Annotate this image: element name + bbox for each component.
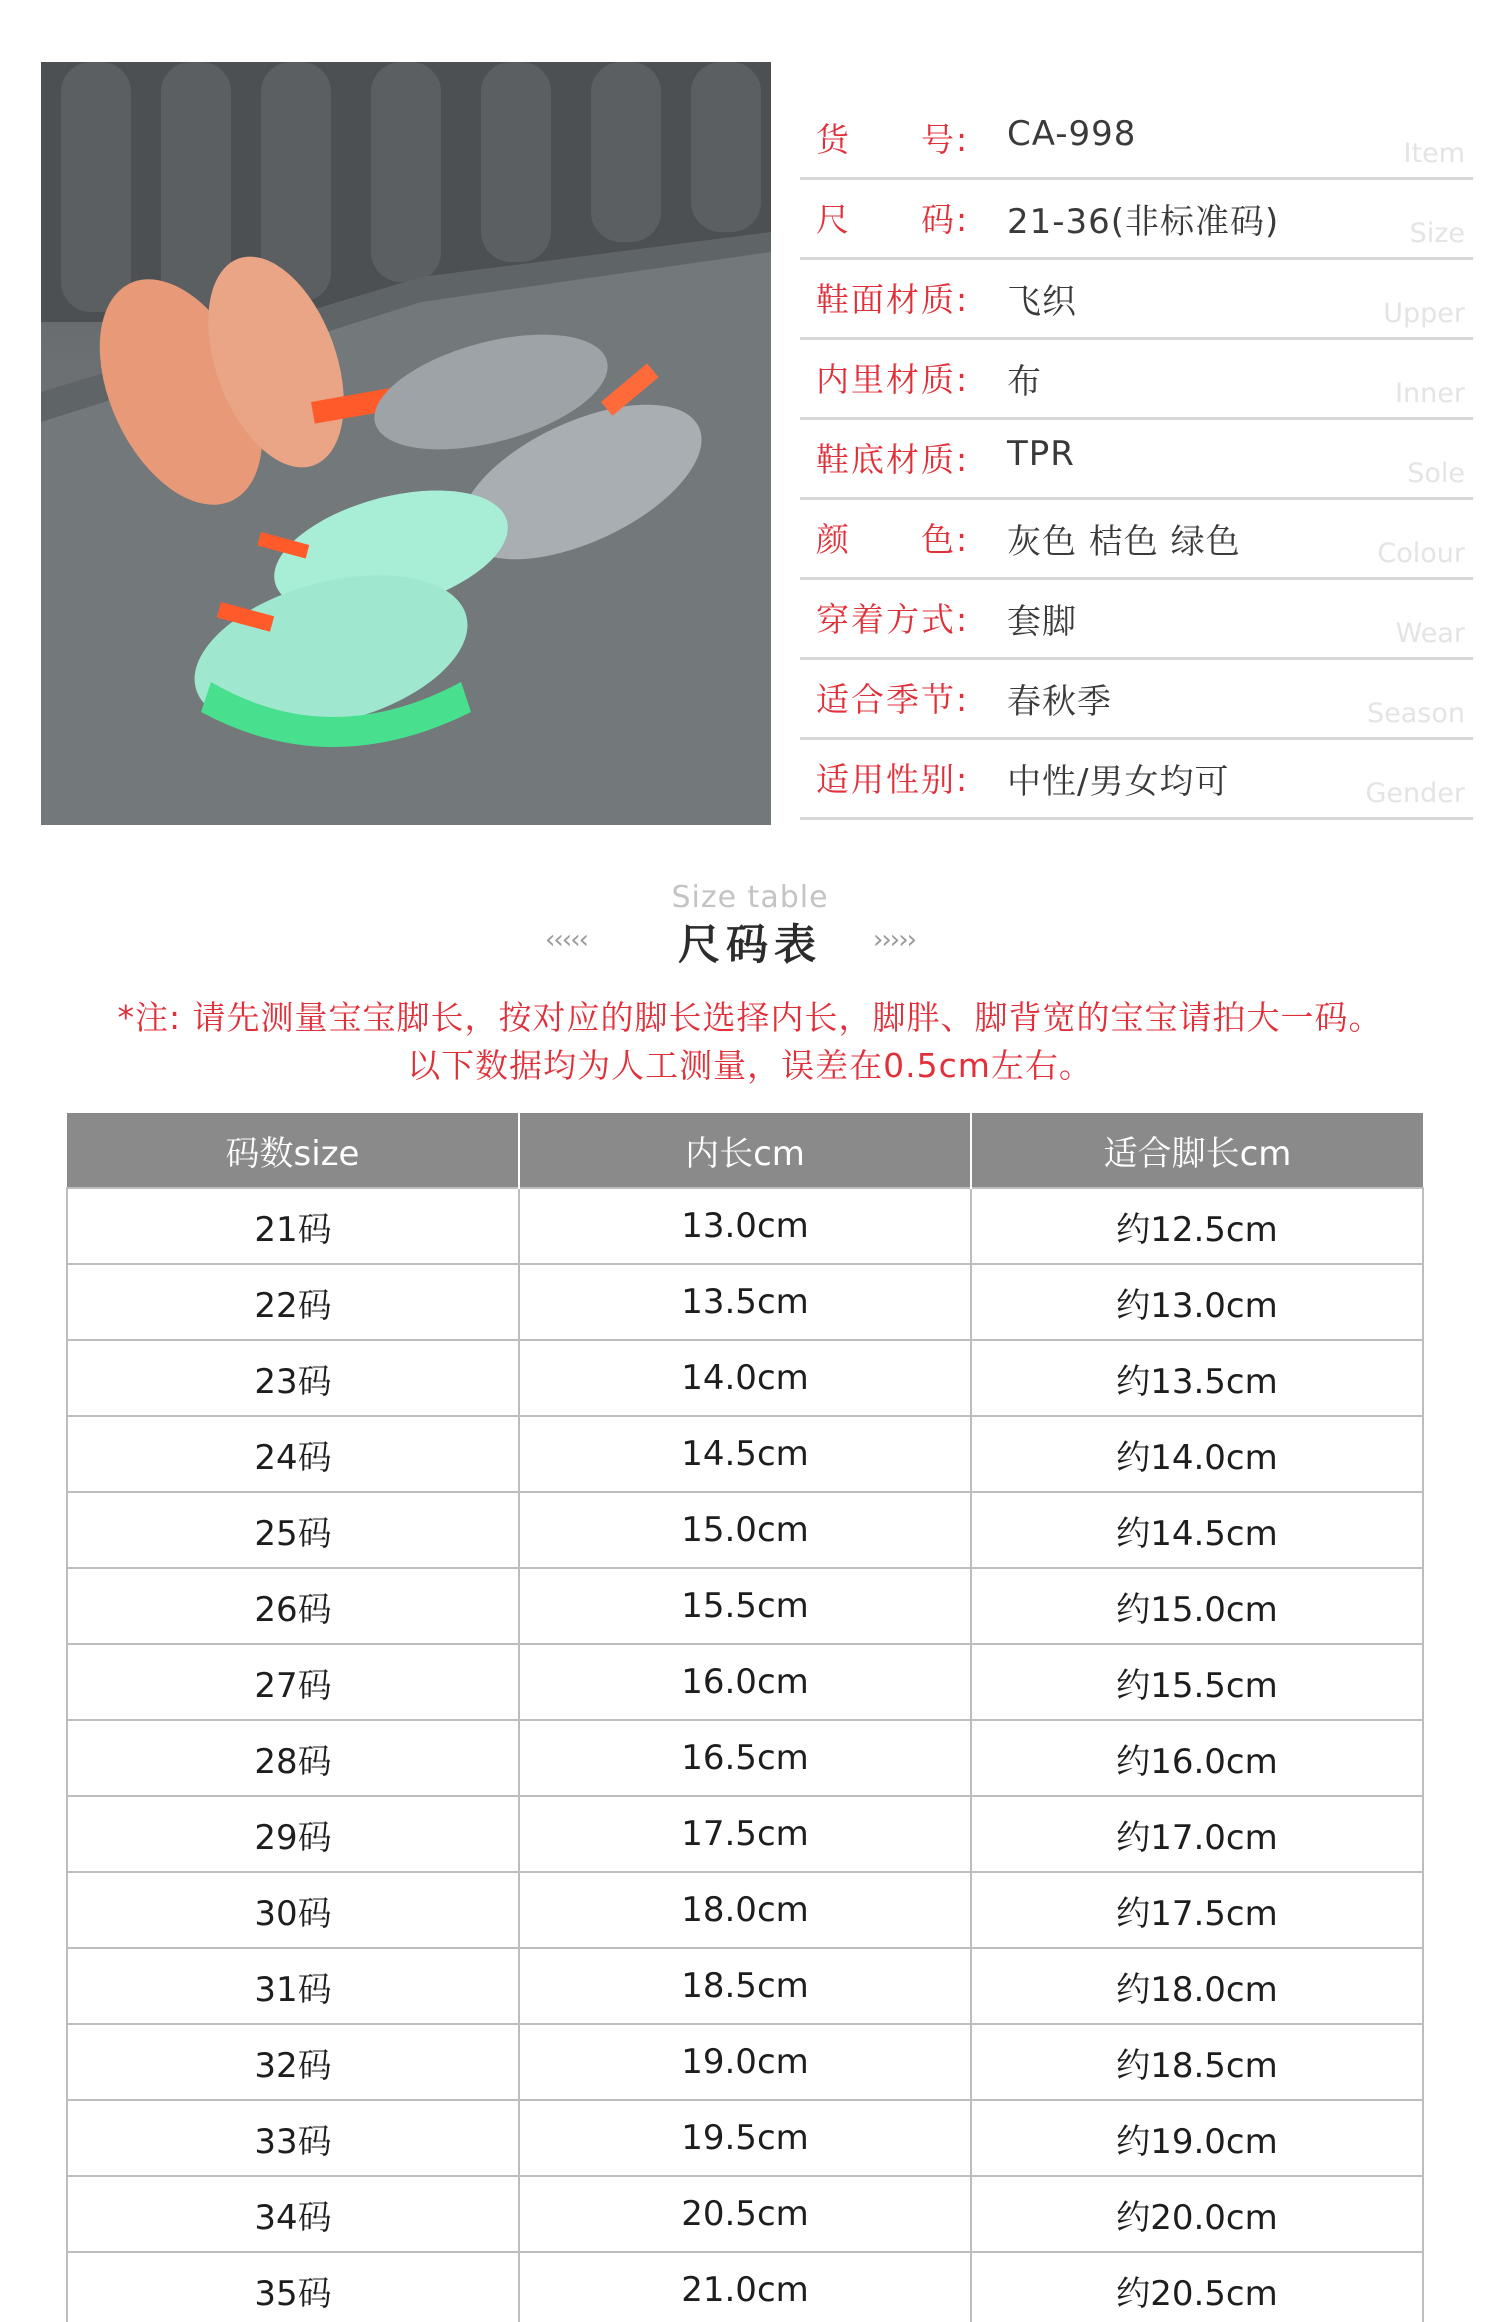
spec-en-label: Inner [1395, 378, 1465, 409]
cell-foot-length: 约17.5cm [971, 1872, 1423, 1948]
spec-label: 穿着方式: [816, 600, 970, 639]
cell-foot-length: 约12.5cm [971, 1188, 1423, 1264]
spec-value: 飞织 [1007, 282, 1077, 322]
header-foot-length: 适合脚长cm [971, 1113, 1423, 1188]
cell-size: 32码 [67, 2024, 519, 2100]
spec-label: 尺 码: [816, 200, 970, 239]
table-row [67, 1568, 1423, 1644]
spec-label: 颜 色: [816, 520, 970, 559]
cell-size: 27码 [67, 1644, 519, 1720]
cell-foot-length: 约20.0cm [971, 2176, 1423, 2252]
spec-row-inner [800, 340, 1473, 420]
spec-en-label: Gender [1365, 778, 1465, 809]
table-row [67, 1720, 1423, 1796]
table-row [67, 1492, 1423, 1568]
spec-row-sole [800, 420, 1473, 500]
cell-size: 31码 [67, 1948, 519, 2024]
cell-size: 33码 [67, 2100, 519, 2176]
spec-row-season [800, 660, 1473, 740]
cell-inner-length: 16.5cm [519, 1720, 971, 1796]
spec-label: 适合季节: [816, 680, 970, 719]
cell-inner-length: 21.0cm [519, 2252, 971, 2322]
cell-inner-length: 19.0cm [519, 2024, 971, 2100]
table-row [67, 1188, 1423, 1264]
product-photo [41, 62, 771, 825]
table-row [67, 1416, 1423, 1492]
spec-value: 布 [1007, 362, 1042, 402]
spec-en-label: Colour [1377, 538, 1465, 569]
spec-value: 套脚 [1007, 602, 1077, 642]
spec-list [800, 100, 1473, 820]
table-row [67, 1644, 1423, 1720]
cell-foot-length: 约15.5cm [971, 1644, 1423, 1720]
table-row [67, 1948, 1423, 2024]
cell-foot-length: 约20.5cm [971, 2252, 1423, 2322]
cell-inner-length: 16.0cm [519, 1644, 971, 1720]
spec-row-gender [800, 740, 1473, 820]
size-table-title: 尺码表 [677, 920, 822, 969]
cell-size: 25码 [67, 1492, 519, 1568]
spec-label: 鞋面材质: [816, 280, 970, 319]
table-row [67, 2176, 1423, 2252]
spec-label: 适用性别: [816, 760, 970, 799]
shoes-illustration [41, 62, 771, 825]
measurement-note-tolerance: 以下数据均为人工测量，误差在0.5cm左右。 [407, 1046, 1093, 1085]
size-table [66, 1113, 1424, 2322]
table-row [67, 2100, 1423, 2176]
cell-foot-length: 约14.0cm [971, 1416, 1423, 1492]
spec-en-label: Size [1409, 218, 1465, 249]
cell-inner-length: 18.5cm [519, 1948, 971, 2024]
table-row [67, 1340, 1423, 1416]
cell-foot-length: 约15.0cm [971, 1568, 1423, 1644]
spec-en-label: Season [1367, 698, 1465, 729]
cell-foot-length: 约13.0cm [971, 1264, 1423, 1340]
cell-foot-length: 约19.0cm [971, 2100, 1423, 2176]
spec-en-label: Wear [1395, 618, 1465, 649]
spec-value: 中性/男女均可 [1007, 762, 1230, 802]
cell-foot-length: 约13.5cm [971, 1340, 1423, 1416]
cell-size: 21码 [67, 1188, 519, 1264]
chevron-right-icon: ››››› [873, 925, 915, 955]
spec-row-item [800, 100, 1473, 180]
cell-size: 26码 [67, 1568, 519, 1644]
spec-label: 货 号: [816, 120, 970, 159]
table-row [67, 1872, 1423, 1948]
spec-value: 21-36(非标准码) [1007, 202, 1280, 242]
measurement-note: *注: 请先测量宝宝脚长，按对应的脚长选择内长，脚胖、脚背宽的宝宝请拍大一码。 [117, 998, 1383, 1037]
cell-size: 22码 [67, 1264, 519, 1340]
cell-inner-length: 14.5cm [519, 1416, 971, 1492]
spec-en-label: Item [1403, 138, 1465, 169]
spec-value: TPR [1007, 434, 1075, 474]
cell-foot-length: 约14.5cm [971, 1492, 1423, 1568]
spec-row-wear [800, 580, 1473, 660]
cell-inner-length: 15.0cm [519, 1492, 971, 1568]
spec-en-label: Upper [1383, 298, 1465, 329]
spec-value: 灰色 桔色 绿色 [1007, 522, 1241, 562]
spec-en-label: Sole [1407, 458, 1465, 489]
table-row [67, 2024, 1423, 2100]
table-row [67, 2252, 1423, 2322]
header-inner-length: 内长cm [519, 1113, 971, 1188]
cell-size: 29码 [67, 1796, 519, 1872]
cell-size: 34码 [67, 2176, 519, 2252]
cell-size: 35码 [67, 2252, 519, 2322]
cell-inner-length: 15.5cm [519, 1568, 971, 1644]
spec-row-upper [800, 260, 1473, 340]
spec-label: 内里材质: [816, 360, 970, 399]
cell-inner-length: 13.0cm [519, 1188, 971, 1264]
spec-row-colour [800, 500, 1473, 580]
header-size: 码数size [67, 1113, 519, 1188]
spec-value: CA-998 [1007, 114, 1137, 154]
cell-size: 23码 [67, 1340, 519, 1416]
spec-label: 鞋底材质: [816, 440, 970, 479]
cell-inner-length: 13.5cm [519, 1264, 971, 1340]
table-row [67, 1796, 1423, 1872]
cell-size: 24码 [67, 1416, 519, 1492]
cell-inner-length: 14.0cm [519, 1340, 971, 1416]
spec-row-size [800, 180, 1473, 260]
cell-inner-length: 17.5cm [519, 1796, 971, 1872]
cell-inner-length: 19.5cm [519, 2100, 971, 2176]
size-table-subtitle: Size table [671, 880, 829, 910]
cell-size: 28码 [67, 1720, 519, 1796]
table-row [67, 1264, 1423, 1340]
cell-foot-length: 约17.0cm [971, 1796, 1423, 1872]
spec-value: 春秋季 [1007, 682, 1112, 722]
cell-inner-length: 18.0cm [519, 1872, 971, 1948]
cell-foot-length: 约18.5cm [971, 2024, 1423, 2100]
cell-inner-length: 20.5cm [519, 2176, 971, 2252]
cell-foot-length: 约18.0cm [971, 1948, 1423, 2024]
chevron-left-icon: ‹‹‹‹‹ [545, 925, 587, 955]
cell-size: 30码 [67, 1872, 519, 1948]
cell-foot-length: 约16.0cm [971, 1720, 1423, 1796]
table-header-row [67, 1113, 1423, 1188]
